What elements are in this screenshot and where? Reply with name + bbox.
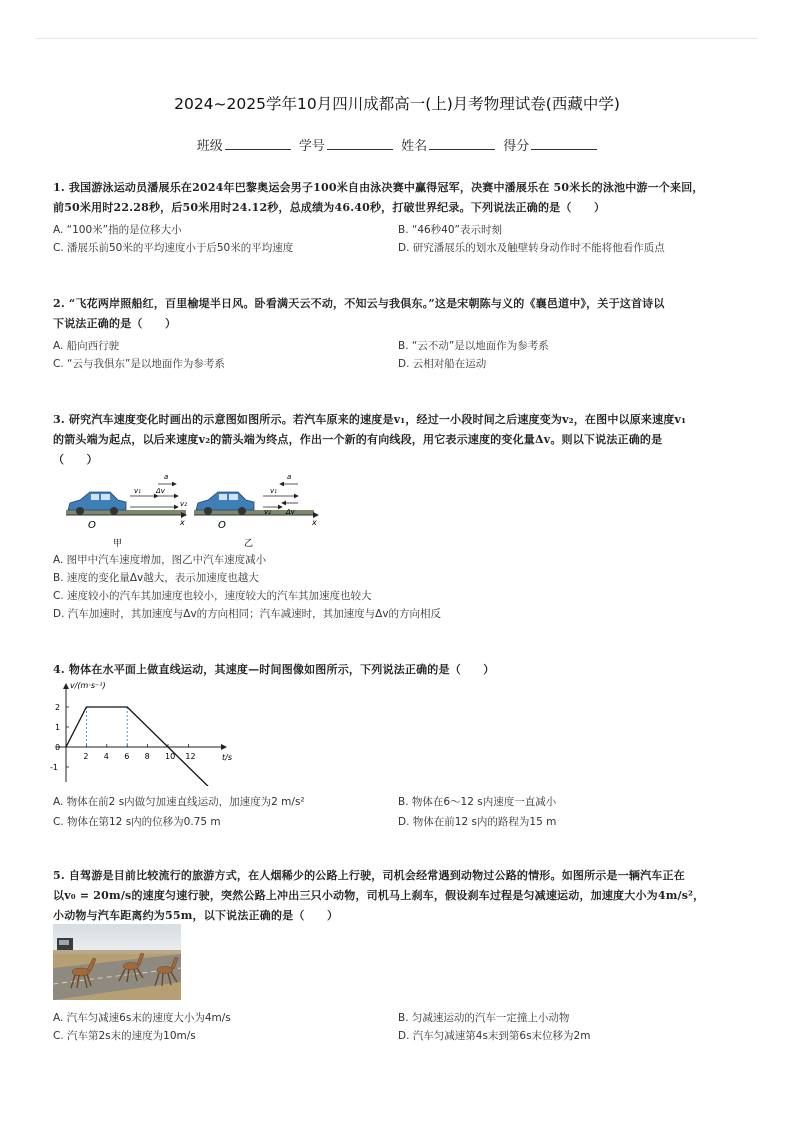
caption-left: 甲: [113, 539, 123, 548]
x-tick-label: 6: [124, 752, 130, 761]
y-tick-label: 0: [55, 743, 61, 752]
y-tick-label: 2: [55, 703, 61, 712]
number-label: 学号: [298, 139, 325, 154]
v1-label-left: v₁: [134, 487, 141, 495]
class-blank[interactable]: [225, 137, 291, 150]
score-label: 得分: [503, 139, 530, 154]
question-3-stem: [53, 410, 743, 470]
number-blank[interactable]: [327, 137, 393, 150]
v2-label-right: v₂: [264, 508, 271, 516]
origin-label-right: O: [218, 520, 226, 531]
q2-option-d[interactable]: D. 云相对船在运动: [398, 358, 487, 370]
x-tick-label: 12: [185, 752, 196, 761]
q3-stem-line: 3. 研究汽车速度变化时画出的示意图如图所示。若汽车原来的速度是v₁，经过一小段时间之后速度变为v₂，在图中以原来速度v₁: [53, 413, 687, 426]
q3-car-velocity-figure: [58, 470, 328, 548]
question-2-stem: [53, 294, 743, 334]
page-title: 2024~2025学年10月四川成都高一(上)月考物理试卷(西藏中学): [174, 95, 620, 113]
q3-option-a[interactable]: A. 图甲中汽车速度增加，图乙中汽车速度减小: [53, 554, 267, 566]
q3-option-c[interactable]: C. 速度较小的汽车其加速度也较小，速度较大的汽车其加速度也较大: [53, 590, 372, 602]
q4-option-b[interactable]: B. 物体在6～12 s内速度一直减小: [398, 796, 557, 808]
q5-option-d[interactable]: D. 汽车匀减速第4s末到第6s末位移为2m: [398, 1030, 591, 1042]
caption-right: 乙: [244, 539, 254, 548]
q5-stem-line: 5. 自驾游是目前比较流行的旅游方式，在人烟稀少的公路上行驶，司机会经常遇到动物过公路的情形。如图所示是一辆汽车正在: [53, 869, 685, 882]
q3-stem-line: 的箭头端为起点，以后来速度v₂的箭头端为终点，作出一个新的有向线段，用它表示速度的变化量Δv。则以下说法正确的是: [53, 433, 663, 446]
road-left: [66, 510, 186, 515]
q1-option-b[interactable]: B. “46秒40”表示时刻: [398, 224, 502, 236]
q5-stem-line: 以v₀ = 20m/s的速度匀速行驶，突然公路上冲出三只小动物，司机马上刹车，假设刹车过程是匀减速运动，加速度大小为4m/s²，: [53, 889, 705, 902]
q1-stem-line: 前50米用时22.28秒，后50米用时24.12秒，总成绩为46.40秒，打破世界纪录。下列说法正确的是（ ）: [53, 201, 606, 214]
name-label: 姓名: [401, 139, 428, 154]
a-label-right: a: [287, 473, 292, 481]
q1-option-d[interactable]: D. 研究潘展乐的划水及触壁转身动作时不能将他看作质点: [398, 242, 665, 254]
q1-option-c[interactable]: C. 潘展乐前50米的平均速度小于后50米的平均速度: [53, 242, 294, 254]
name-blank[interactable]: [429, 137, 495, 150]
x-axis-label: t/s: [222, 753, 232, 762]
x-label-left: x: [180, 518, 185, 527]
truck-icon: [57, 938, 73, 950]
student-info-line: [0, 135, 794, 154]
score-blank[interactable]: [531, 137, 597, 150]
y-tick-label: -1: [50, 763, 58, 772]
x-tick-label: 2: [83, 752, 89, 761]
q2-stem-line: 下说法正确的是（ ）: [53, 317, 177, 330]
header-rule: [36, 38, 758, 39]
q1-option-a[interactable]: A. “100米”指的是位移大小: [53, 224, 182, 236]
q1-stem-line: 1. 我国游泳运动员潘展乐在2024年巴黎奥运会男子100米自由泳决赛中赢得冠军，决赛中潘展乐在 50米长的泳池中游一个来回，: [53, 181, 704, 194]
q5-option-c[interactable]: C. 汽车第2s末的速度为10m/s: [53, 1030, 196, 1042]
q4-option-c[interactable]: C. 物体在第12 s内的位移为0.75 m: [53, 816, 221, 828]
q4-option-a[interactable]: A. 物体在前2 s内做匀加速直线运动，加速度为2 m/s²: [53, 796, 305, 808]
x-label-right: x: [312, 518, 317, 527]
a-label-left: a: [164, 473, 169, 481]
q2-option-a[interactable]: A. 船向西行驶: [53, 340, 120, 352]
x-tick-label: 10: [165, 752, 176, 761]
x-tick-label: 8: [144, 752, 150, 761]
question-1-stem: [53, 178, 743, 218]
y-axis-label: v/(m·s⁻¹): [70, 681, 106, 690]
v1-label-right: v₁: [270, 487, 277, 495]
q2-option-b[interactable]: B. “云不动”是以地面作为参考系: [398, 340, 549, 352]
q4-velocity-time-chart: [46, 678, 242, 786]
q3-option-d[interactable]: D. 汽车加速时，其加速度与Δv的方向相同；汽车减速时，其加速度与Δv的方向相反: [53, 608, 442, 620]
q4-option-d[interactable]: D. 物体在前12 s内的路程为15 m: [398, 816, 557, 828]
q5-option-b[interactable]: B. 匀减速运动的汽车一定撞上小动物: [398, 1012, 570, 1024]
q3-option-b[interactable]: B. 速度的变化量Δv越大，表示加速度也越大: [53, 572, 259, 584]
x-tick-label: 4: [103, 752, 109, 761]
q2-stem-line: 2. “飞花两岸照船红，百里榆堤半日风。卧看满天云不动，不知云与我俱东。”这是宋朝陈与义的《襄邑道中》，关于这首诗以: [53, 297, 665, 310]
question-5-stem: [53, 866, 743, 926]
origin-label-left: O: [88, 520, 96, 531]
q3-stem-line: （ ）: [53, 453, 98, 466]
road-right: [194, 510, 314, 515]
dv-label-right: Δv: [286, 508, 295, 516]
q4-stem-line: 4. 物体在水平面上做直线运动，其速度—时间图像如图所示，下列说法正确的是（ ）: [53, 663, 495, 676]
q5-option-a[interactable]: A. 汽车匀减速6s末的速度大小为4m/s: [53, 1012, 231, 1024]
q5-road-animals-photo: [53, 924, 181, 1000]
q2-option-c[interactable]: C. “云与我俱东”是以地面作为参考系: [53, 358, 225, 370]
q5-stem-line: 小动物与汽车距离约为55m，以下说法正确的是（ ）: [53, 909, 339, 922]
y-tick-label: 1: [55, 723, 61, 732]
class-label: 班级: [196, 139, 223, 154]
dv-label-left: Δv: [156, 487, 165, 495]
v2-label-left: v₂: [180, 500, 187, 508]
question-4-stem: [53, 660, 743, 680]
